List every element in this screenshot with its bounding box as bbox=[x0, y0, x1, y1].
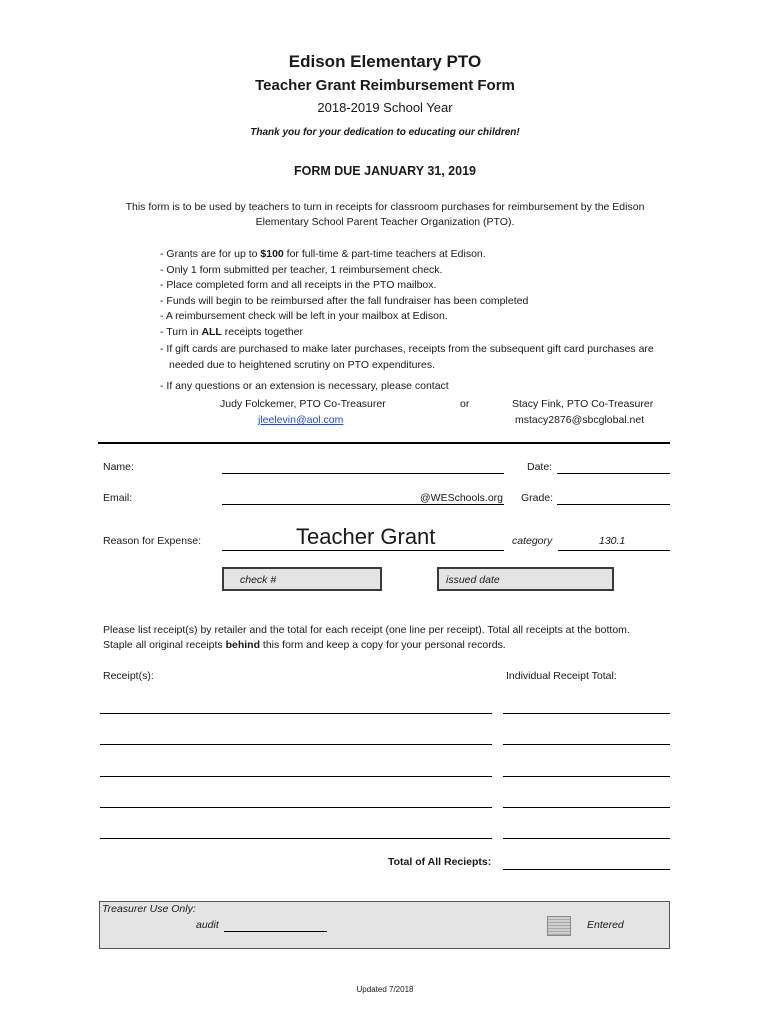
name-field[interactable] bbox=[222, 473, 504, 474]
treasurer-use-box bbox=[99, 901, 670, 949]
org-title: Edison Elementary PTO bbox=[288, 52, 482, 71]
rule-item: - If any questions or an extension is necessary, please contact bbox=[160, 380, 449, 392]
category-value: 130.1 bbox=[599, 535, 626, 547]
entered-label: Entered bbox=[587, 919, 624, 931]
intro-paragraph: This form is to be used by teachers to turn in receipts for classroom purchases for reimbursement by the Edison Elementary School Parent Teacher Organization (PTO). bbox=[125, 201, 645, 228]
receipt-total-line[interactable] bbox=[503, 776, 670, 777]
date-label: Date: bbox=[527, 461, 553, 473]
receipt-line[interactable] bbox=[100, 744, 492, 745]
rule-item: - Turn in ALL receipts together bbox=[160, 325, 303, 338]
section-divider bbox=[98, 442, 670, 444]
rules-list bbox=[160, 247, 670, 395]
reason-label: Reason for Expense: bbox=[103, 535, 202, 547]
receipt-total-line[interactable] bbox=[503, 713, 670, 714]
form-title: Teacher Grant Reimbursement Form bbox=[255, 77, 515, 94]
contact-2-email: mstacy2876@sbcglobal.net bbox=[515, 414, 645, 426]
footer-updated: Updated 7/2018 bbox=[356, 985, 414, 994]
contact-1-email-link[interactable]: jleelevin@aol.com bbox=[258, 414, 344, 426]
receipt-line[interactable] bbox=[100, 838, 492, 839]
receipts-label: Receipt(s): bbox=[103, 670, 154, 682]
issued-date-box[interactable] bbox=[437, 567, 614, 591]
grand-total-label: Total of All Reciepts: bbox=[388, 856, 492, 868]
rule-item: - Place completed form and all receipts in the PTO mailbox. bbox=[160, 279, 437, 291]
issued-date-label: issued date bbox=[446, 574, 500, 586]
rule-item: - A reimbursement check will be left in your mailbox at Edison. bbox=[160, 310, 448, 322]
category-field[interactable] bbox=[558, 550, 670, 551]
rule-item: - Funds will begin to be reimbursed after the fall fundraiser has been completed bbox=[160, 294, 529, 307]
audit-label: audit bbox=[196, 919, 219, 931]
individual-total-label: Individual Receipt Total: bbox=[506, 670, 617, 682]
school-year: 2018-2019 School Year bbox=[317, 100, 453, 115]
contact-or: or bbox=[460, 398, 470, 410]
category-label: category bbox=[512, 535, 553, 547]
contact-2-name: Stacy Fink, PTO Co-Treasurer bbox=[512, 398, 654, 410]
grand-total-field[interactable] bbox=[503, 869, 670, 870]
grade-field[interactable] bbox=[557, 504, 670, 505]
audit-field[interactable] bbox=[224, 931, 327, 932]
reason-value: Teacher Grant bbox=[296, 524, 436, 549]
email-domain-suffix: @WESchools.org bbox=[420, 492, 504, 504]
thank-you-note: Thank you for your dedication to educating our children! bbox=[250, 127, 520, 138]
receipt-line[interactable] bbox=[100, 776, 492, 777]
check-number-box[interactable] bbox=[222, 567, 382, 591]
receipt-total-line[interactable] bbox=[503, 807, 670, 808]
treasurer-use-title: Treasurer Use Only: bbox=[102, 903, 196, 915]
check-number-label: check # bbox=[240, 574, 277, 586]
email-label: Email: bbox=[103, 492, 133, 504]
receipt-total-line[interactable] bbox=[503, 838, 670, 839]
date-field[interactable] bbox=[557, 473, 670, 474]
due-date-heading: FORM DUE JANUARY 31, 2019 bbox=[293, 164, 476, 178]
entered-checkbox-icon[interactable] bbox=[547, 916, 571, 936]
receipt-line[interactable] bbox=[100, 807, 492, 808]
receipt-total-line[interactable] bbox=[503, 744, 670, 745]
rule-item: - Grants are for up to $100 for full-time & part-time teachers at Edison. bbox=[160, 248, 486, 260]
contact-1-name: Judy Folckemer, PTO Co-Treasurer bbox=[220, 398, 386, 410]
receipt-instructions-2: Staple all original receipts behind this form and keep a copy for your personal records. bbox=[103, 639, 506, 651]
reason-field[interactable] bbox=[222, 550, 504, 551]
receipt-instructions-1: Please list receipt(s) by retailer and the total for each receipt (one line per receipt). Total all receipts at the bottom. bbox=[103, 624, 630, 636]
grade-label: Grade: bbox=[521, 492, 554, 504]
receipt-line[interactable] bbox=[100, 713, 492, 714]
rule-item: - Only 1 form submitted per teacher, 1 reimbursement check. bbox=[160, 263, 443, 276]
rule-item: - If gift cards are purchased to make later purchases, receipts from the subsequent gift card purchases are needed due to heightened scrutiny on PTO expenditures. bbox=[160, 343, 654, 371]
name-label: Name: bbox=[103, 461, 134, 473]
email-field[interactable] bbox=[222, 504, 504, 505]
